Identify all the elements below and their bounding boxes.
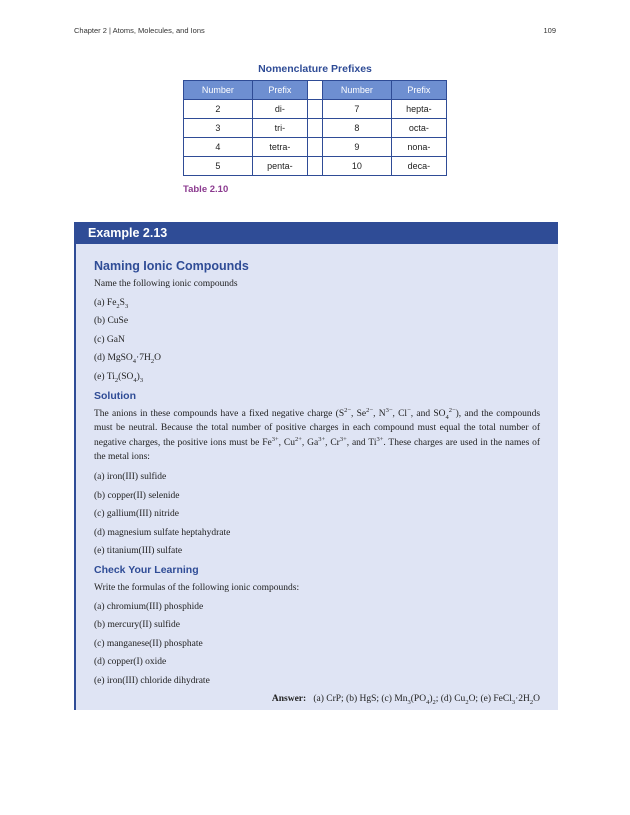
table-cell: tri- [252,119,307,138]
table-cell: 7 [322,100,391,119]
check-item: (b) mercury(II) sulfide [94,620,180,630]
table-cell: penta- [252,157,307,176]
table-row [184,119,447,138]
table-cell: 8 [322,119,391,138]
table-cell: di- [252,100,307,119]
check-item: (d) copper(I) oxide [94,657,167,667]
table-header-row [184,81,447,100]
table-cell: 10 [322,157,391,176]
table-cell: 5 [184,157,253,176]
table-cell: 2 [184,100,253,119]
solution-answer: (c) gallium(III) nitride [94,509,179,519]
solution-heading: Solution [94,389,136,402]
compound-item-c: (c) GaN [94,334,125,345]
check-prompt: Write the formulas of the following ionic compounds: [94,583,300,593]
table-cell: octa- [391,119,446,138]
check-item: (e) iron(III) chloride dihydrate [94,675,210,686]
example-title: Naming Ionic Compounds [94,259,249,273]
nomenclature-prefix-table [183,80,447,176]
running-header: Chapter 2 | Atoms, Molecules, and Ions [74,26,205,35]
table-row [184,157,447,176]
compound-item-d: (d) $MgSO_4\cdot 7H_2O$ [94,353,161,365]
solution-answer: (d) magnesium sulfate heptahydrate [94,527,231,538]
table-cell: 9 [322,138,391,157]
check-item: (c) manganese(II) phosphate [94,638,203,649]
example-body [76,260,558,705]
example-prompt: Name the following ionic compounds [94,279,238,289]
page-number: 109 [543,26,556,35]
column-gap [307,138,322,157]
solution-answer: (e) titanium(III) sulfate [94,546,183,556]
table-cell: deca- [391,157,446,176]
column-header: Number [322,81,391,100]
answer-label: Answer: [271,693,307,704]
compound-item-b: (b) CuSe [94,316,129,326]
table-cell: 3 [184,119,253,138]
table-cell: hepta- [391,100,446,119]
solution-paragraph: The anions in these compounds have a fixed negative charge ($S^{2-}$, $Se^{2-}$, $N^{3-}$, Cl−, and $SO_4^{2-}$), and the compounds must be neutral. Because the total number of positive charges in each compound must equal the total number of negative charges, the positive ions must be $Fe^{3+}$, $Cu^{2+}$, $Ga^{3+}$, $Cr^{3+}$, and $Ti^{3+}$. These charges are used in the names of the metal ions: [94,406,541,462]
column-gap [307,100,322,119]
solution-answer: (a) iron(III) sulfide [94,472,167,482]
table-caption: Table 2.10 [183,184,229,195]
column-gap [307,157,322,176]
compound-item-a: (a) $Fe_2S_3$ [94,297,129,310]
table-title: Nomenclature Prefixes [258,63,372,75]
column-header: Prefix [391,81,446,100]
solution-answer: (b) copper(II) selenide [94,490,180,501]
column-header: Prefix [252,81,307,100]
table-cell: nona- [391,138,446,157]
answer-line: Answer: (a) CrP; (b) HgS; (c) $Mn_3(PO_4)_2$; (d) $Cu_2O$; (e) $FeCl_3\cdot 2H_2O$ [271,693,540,706]
check-item: (a) chromium(III) phosphide [94,601,204,612]
column-gap [307,81,322,100]
column-header: Number [184,81,253,100]
check-your-learning-heading: Check Your Learning [94,564,199,576]
table-cell: 4 [184,138,253,157]
compound-item-e: (e) $Ti_2(SO_4)_3$ [94,371,144,384]
example-label: Example 2.13 [76,222,558,244]
column-gap [307,119,322,138]
example-box [74,222,558,710]
table-cell: tetra- [252,138,307,157]
table-row [184,138,447,157]
table-row [184,100,447,119]
